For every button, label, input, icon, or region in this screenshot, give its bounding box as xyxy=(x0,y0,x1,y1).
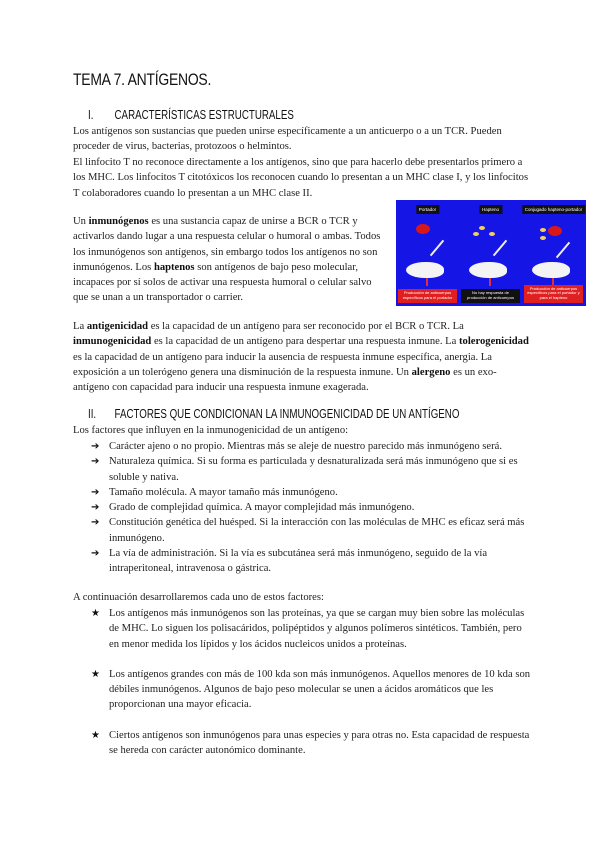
list-item xyxy=(91,546,531,577)
hapten-shape xyxy=(479,226,485,230)
hapten-shape xyxy=(473,232,479,236)
list-item xyxy=(91,439,531,454)
section-1-heading xyxy=(88,108,294,122)
star-icon: ★ xyxy=(91,729,100,741)
text: es la capacidad de un antígeno para despertar una respuesta inmune. La xyxy=(151,336,459,348)
figure-panel-conjugado xyxy=(522,200,585,306)
text: La xyxy=(73,321,87,332)
mouse-icon xyxy=(532,262,570,278)
list-item xyxy=(91,485,531,500)
section-2-title: FACTORES QUE CONDICIONAN LA INMUNOGENICIDAD DE UN ANTÍGENO xyxy=(114,407,460,421)
syringe-icon xyxy=(493,240,507,257)
text: es la capacidad de un antígeno para inducir la ausencia de respuesta inmune específica, anergia. La exposición a un tolerógeno genera una disminución de la respuesta inmune. Un xyxy=(73,351,492,378)
arrow-right-icon: ➔ xyxy=(91,486,100,498)
arrow-right-icon: ➔ xyxy=(91,502,100,514)
term-alergeno: alergeno xyxy=(411,366,451,378)
list-item-text: Tamaño molécula. A mayor tamaño más inmunógeno. xyxy=(109,486,338,498)
panel-label: Conjugado hapteno-portador xyxy=(522,205,586,214)
list-item xyxy=(91,454,531,485)
factors-intro: Los factores que influyen en la inmunogenicidad de un antígeno: xyxy=(73,425,349,436)
term-antigenicidad: antigenicidad xyxy=(86,321,149,332)
section-2-number: II. xyxy=(88,407,97,421)
text: son antígenos de bajo peso molecular, incapaces por sí solos de activar una respuesta humoral o celular salvo que se unan a un transportador o carrier. xyxy=(73,261,372,304)
section-1-number: I. xyxy=(88,108,94,122)
carrier-shape xyxy=(416,224,430,234)
list-item-text: Los antígenos más inmunógenos son las proteínas, ya que se cargan muy bien sobre las moléculas de MHC. Lo siguen los polisacáridos, polipéptidos y algunos polímeros sintéticos. También, pero en menor medida los lípidos y los ácidos nucleicos unidos a proteínas. xyxy=(109,608,525,650)
arrow-right-icon: ➔ xyxy=(91,456,100,468)
hapten-shape xyxy=(540,236,546,240)
list-item xyxy=(91,606,531,652)
section-1-title: CARACTERÍSTICAS ESTRUCTURALES xyxy=(114,108,294,122)
arrow-right-icon: ➔ xyxy=(91,548,100,560)
list-item xyxy=(91,728,531,759)
text: Un xyxy=(73,216,89,227)
list-item-text: Constitución genética del huésped. Si la interacción con las moléculas de MHC es eficaz será más inmunógeno. xyxy=(109,517,525,544)
text: es un exo-antígeno con capacidad para inducir una respuesta inmune exagerada. xyxy=(73,366,497,394)
continuation-text: A continuación desarrollaremos cada uno de estos factores: xyxy=(73,592,324,603)
text: es la capacidad de un antígeno para ser reconocido por el BCR o TCR. La xyxy=(148,321,464,332)
panel-result: No hay respuesta de producción de anticuerpos xyxy=(461,289,520,303)
syringe-icon xyxy=(556,242,570,259)
hapten-shape xyxy=(489,232,495,236)
term-inmunogenos: inmunógenos xyxy=(88,216,149,227)
list-item xyxy=(91,515,531,546)
mouse-icon xyxy=(469,262,507,278)
panel-label: Hapteno xyxy=(479,205,502,214)
carrier-shape xyxy=(548,226,562,236)
term-tolerogenicidad: tolerogenicidad xyxy=(459,336,529,348)
mouse-icon xyxy=(406,262,444,278)
list-item-text: Naturaleza química. Si su forma es particulada y desnaturalizada será más inmunógeno que si es soluble y nativa. xyxy=(109,456,518,483)
figure-panel-portador xyxy=(396,200,459,306)
hapten-shape xyxy=(540,228,546,232)
arrow-down-icon xyxy=(426,278,428,286)
arrow-right-icon: ➔ xyxy=(91,441,100,452)
list-item xyxy=(91,500,531,515)
text: es una sustancia capaz de unirse a BCR o TCR y activarlos dando lugar a una respuesta celular o humoral o ambas. Todos los inmunógenos son antígenos, sin embargo todos los antígenos no son inmunógenos. Los xyxy=(73,216,381,273)
section-2-heading xyxy=(88,407,459,421)
list-item-text: Los antígenos grandes con más de 100 kda son más inmunógenos. Aquellos menores de 10 kda son débiles inmunógenos. Algunos de bajo peso molecular se unen a ácidos aromáticos que les proporcionan una mayor eficacia. xyxy=(109,668,531,711)
list-item-text: Grado de complejidad química. A mayor complejidad más inmunógeno. xyxy=(109,502,415,514)
term-haptenos: haptenos xyxy=(153,261,195,273)
section-1-paragraph-1: Los antígenos son sustancias que pueden unirse específicamente a un anticuerpo o a un TCR. Pueden proceder de virus, bacterias, protozoos o helmintos. xyxy=(73,126,502,153)
arrow-right-icon: ➔ xyxy=(91,517,100,529)
syringe-icon xyxy=(430,240,444,257)
factors-list xyxy=(91,439,531,577)
hapten-carrier-figure xyxy=(396,200,586,306)
figure-panel-hapteno xyxy=(459,200,522,306)
term-inmunogenicidad: inmunogenicidad xyxy=(73,336,152,348)
panel-result: Producción de anticuerpos específicos para el portador xyxy=(398,289,457,303)
panel-result: Producción de anticuerpos específicos para el portador y para el hapteno xyxy=(524,285,583,303)
star-icon: ★ xyxy=(91,608,100,619)
page-title: TEMA 7. ANTÍGENOS. xyxy=(73,70,212,89)
factors-detail-list xyxy=(91,606,531,773)
list-item-text: Carácter ajeno o no propio. Mientras más se aleje de nuestro parecido más inmunógeno será. xyxy=(109,441,503,452)
list-item-text: La vía de administración. Si la vía es subcutánea será más inmunógeno, seguido de la vía intraperitoneal, intravenosa o gástrica. xyxy=(109,548,488,575)
definitions-paragraph xyxy=(73,319,533,395)
section-1-paragraph-2: El linfocito T no reconoce directamente a los antígenos, sino que para hacerlo debe presentarlos primero a los MHC. Los linfocitos T citotóxicos los reconocen cuando lo presentan a un MHC clase I, y los linfocitos T colaboradores cuando lo presentan a un MHC clase II. xyxy=(73,157,529,199)
list-item xyxy=(91,667,531,713)
inmunogenos-paragraph xyxy=(73,214,386,306)
list-item-text: Ciertos antígenos son inmunógenos para unas especies y para otras no. Esta capacidad de respuesta se hereda con carácter autonómico dominante. xyxy=(109,729,530,757)
star-icon: ★ xyxy=(91,668,100,680)
arrow-down-icon xyxy=(489,278,491,286)
panel-label: Portador xyxy=(416,205,439,214)
